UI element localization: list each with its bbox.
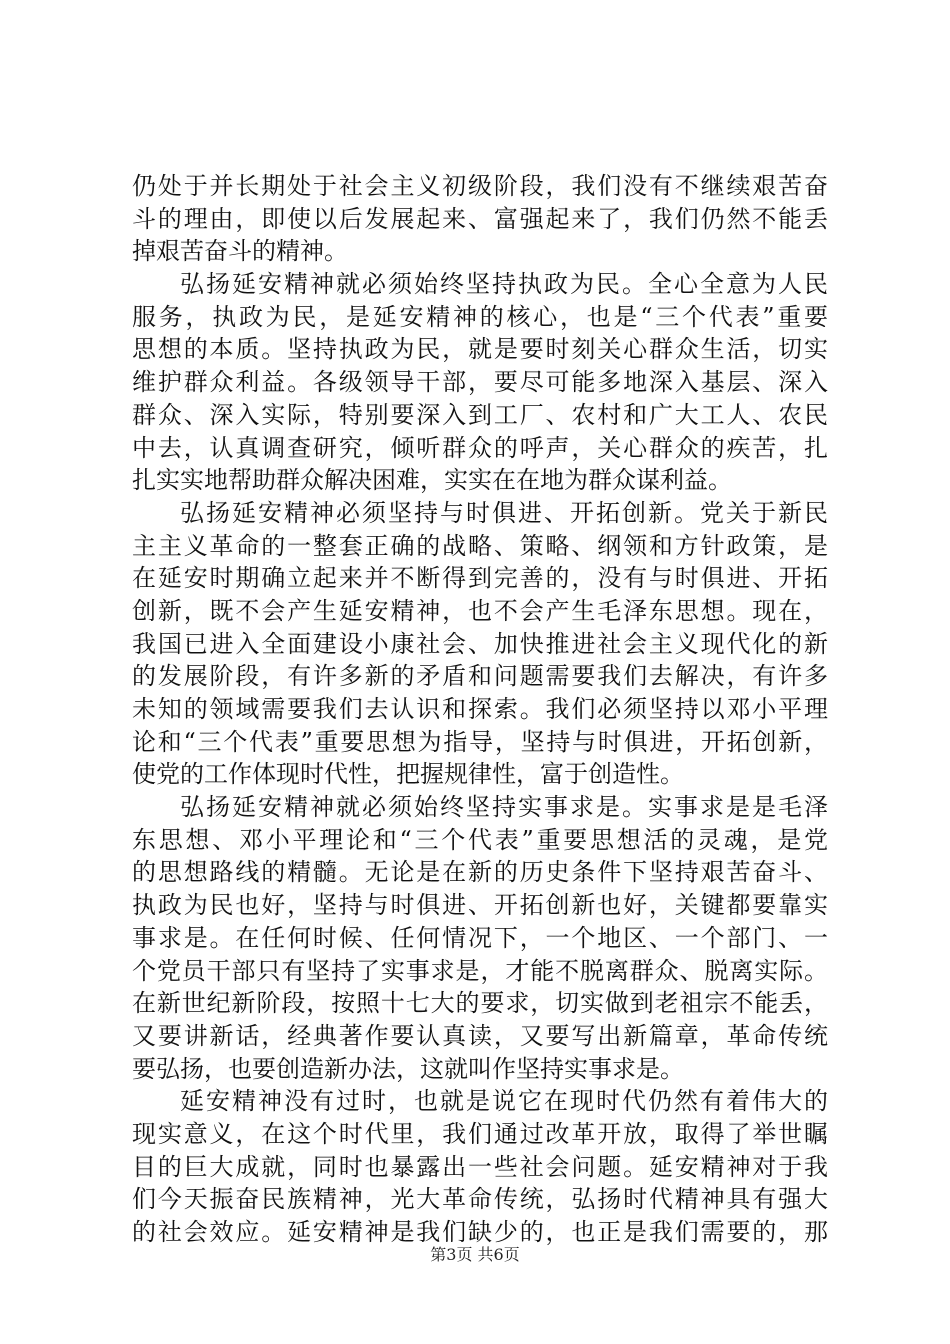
paragraph: [132, 497, 828, 791]
text-line: 掉艰苦奋斗的精神。: [132, 237, 348, 266]
text-line: 现实意义，在这个时代里，我们通过改革开放，取得了举世瞩: [132, 1119, 828, 1148]
text-line: 弘扬延安精神就必须始终坚持实事求是。实事求是是毛泽: [180, 793, 828, 822]
text-line: 弘扬延安精神就必须始终坚持执政为民。全心全意为人民: [180, 270, 828, 299]
text-line: 的发展阶段，有许多新的矛盾和问题需要我们去解决，有许多: [132, 662, 828, 691]
text-line: 斗的理由，即使以后发展起来、富强起来了，我们仍然不能丢: [132, 204, 828, 233]
paragraph: [132, 268, 828, 497]
text-line: 群众、深入实际，特别要深入到工厂、农村和广大工人、农民: [132, 400, 828, 429]
text-line: 未知的领域需要我们去认识和探索。我们必须坚持以邓小平理: [132, 695, 828, 723]
text-line: 维护群众利益。各级领导干部，要尽可能多地深入基层、深入: [132, 368, 828, 397]
text-line: 创新，既不会产生延安精神，也不会产生毛泽东思想。现在，: [132, 596, 828, 625]
text-line: 在延安时期确立起来并不断得到完善的，没有与时俱进、开拓: [132, 564, 828, 593]
text-line: 使党的工作体现时代性，把握规律性，富于创造性。: [132, 760, 684, 789]
text-line: 要弘扬，也要创造新办法，这就叫作坚持实事求是。: [132, 1054, 684, 1083]
text-line: 服务，执政为民，是延安精神的核心，也是“三个代表”重要: [132, 302, 828, 331]
text-line: 主主义革命的一整套正确的战略、策略、纲领和方针政策，是: [132, 531, 828, 560]
paragraph: [132, 1085, 828, 1248]
text-line: 个党员干部只有坚持了实事求是，才能不脱离群众、脱离实际。: [132, 956, 828, 985]
text-line: 目的巨大成就，同时也暴露出一些社会问题。延安精神对于我: [132, 1152, 828, 1181]
text-line: 中去，认真调查研究，倾听群众的呼声，关心群众的疾苦，扎: [132, 433, 828, 462]
text-line: 论和“三个代表”重要思想为指导，坚持与时俱进，开拓创新，: [132, 727, 828, 756]
document-body: [132, 170, 828, 1249]
text-line: 的思想路线的精髓。无论是在新的历史条件下坚持艰苦奋斗、: [132, 858, 828, 887]
text-line: 又要讲新话，经典著作要认真读，又要写出新篇章，革命传统: [132, 1021, 828, 1050]
text-line: 在新世纪新阶段，按照十七大的要求，切实做到老祖宗不能丢，: [132, 989, 828, 1018]
text-line: 的社会效应。延安精神是我们缺少的，也正是我们需要的，那: [132, 1218, 828, 1246]
page-footer: 第3页 共6页: [430, 1245, 520, 1264]
text-line: 执政为民也好，坚持与时俱进、开拓创新也好，关键都要靠实: [132, 891, 828, 920]
text-line: 弘扬延安精神必须坚持与时俱进、开拓创新。党关于新民: [180, 498, 828, 527]
text-line: 延安精神没有过时，也就是说它在现时代仍然有着伟大的: [180, 1087, 828, 1116]
paragraph: [132, 170, 828, 268]
text-line: 我国已进入全面建设小康社会、加快推进社会主义现代化的新: [132, 629, 828, 658]
text-line: 仍处于并长期处于社会主义初级阶段，我们没有不继续艰苦奋: [132, 172, 828, 200]
text-line: 事求是。在任何时候、任何情况下，一个地区、一个部门、一: [132, 923, 828, 952]
text-line: 思想的本质。坚持执政为民，就是要时刻关心群众生活，切实: [132, 335, 828, 364]
paragraph: [132, 791, 828, 1085]
text-line: 扎实实地帮助群众解决困难，实实在在地为群众谋利益。: [132, 466, 732, 495]
text-line: 们今天振奋民族精神，光大革命传统，弘扬时代精神具有强大: [132, 1185, 828, 1214]
text-line: 东思想、邓小平理论和“三个代表”重要思想活的灵魂，是党: [132, 825, 828, 854]
